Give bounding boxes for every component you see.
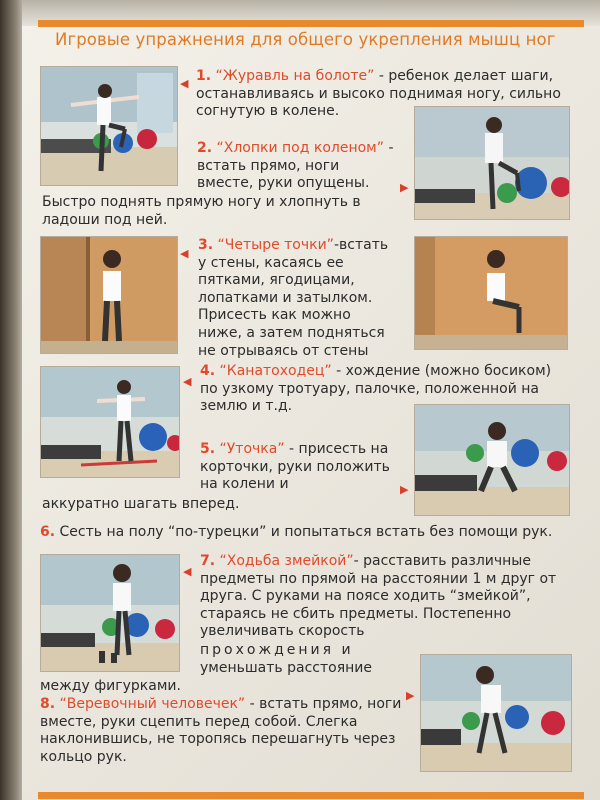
pointer-right-icon-5: ▶: [400, 483, 409, 496]
photo-tightrope: [40, 366, 180, 478]
exercise-7-text: [200, 553, 570, 641]
exercise-2-continuation: Быстро поднять прямую ногу и хлопнуть в ладоши под ней.: [42, 194, 361, 228]
exercise-5-number: 5.: [200, 441, 216, 457]
exercise-3-number: 3.: [198, 237, 214, 253]
exercise-7-name: “Ходьба змейкой”: [219, 553, 354, 569]
exercise-2-text: [197, 140, 399, 193]
exercise-5-name: “Уточка”: [219, 441, 285, 457]
page-title: Игровые упражнения для общего укрепления мышц ног: [55, 30, 556, 49]
exercise-8-description: - встать прямо, ноги вместе, руки сцепить перед собой. Слегка наклонившись, не торопясь перешагнуть через кольцо рук.: [40, 696, 402, 765]
photo-wall-squat: [414, 236, 568, 350]
exercise-5-description: - присесть на корточки, руки положить на колени и: [200, 441, 390, 493]
exercise-2-number: 2.: [197, 140, 213, 156]
exercise-2-description: - встать прямо, ноги вместе, руки опущены.: [197, 140, 394, 192]
exercise-4-name: “Канатоходец”: [219, 363, 332, 379]
exercise-7-number: 7.: [200, 553, 216, 569]
exercise-4-number: 4.: [200, 363, 216, 379]
exercise-5-continuation: аккуратно шагать вперед.: [42, 496, 240, 512]
photo-crane: [40, 66, 178, 186]
exercise-7-line-3: уменьшать расстояние: [200, 660, 372, 676]
pointer-right-icon-2: ▶: [400, 181, 409, 194]
photo-knee-clap: [414, 106, 570, 220]
exercise-1-number: 1.: [196, 68, 212, 84]
exercise-1-name: “Журавль на болоте”: [215, 68, 375, 84]
top-orange-rule: [38, 20, 584, 27]
exercise-3-text: [198, 237, 398, 360]
pointer-left-icon-3: ◀: [180, 247, 189, 260]
pointer-right-icon-8: ▶: [406, 689, 415, 702]
exercise-3-description: -встать у стены, касаясь ее пятками, ягодицами, лопатками и затылком. Присесть как можно ниже, а затем подняться не отрываясь от стены: [198, 237, 389, 359]
bottom-orange-rule: [38, 792, 584, 799]
exercise-8-text: [40, 696, 402, 766]
photo-wall-standing: [40, 236, 178, 354]
pointer-left-icon-4: ◀: [183, 375, 192, 388]
exercise-7-line-4: между фигурками.: [40, 678, 181, 694]
photo-rope-man: [420, 654, 572, 772]
exercise-8-name: “Веревочный человечек”: [59, 696, 246, 712]
pointer-left-icon-1: ◀: [180, 77, 189, 90]
exercise-3-name: “Четыре точки”: [217, 237, 334, 253]
exercise-5-text: [200, 441, 400, 494]
pointer-left-icon-7: ◀: [183, 565, 192, 578]
exercise-7-description: - расставить различные предметы по прямой на расстоянии 1 м друг от друга. С руками на поясе ходить “змейкой”, стараясь не сбить предметы. Постепенно увеличивать скорость: [200, 553, 557, 640]
exercise-6-description: Сесть на полу “по-турецки” и попытаться встать без помощи рук.: [55, 524, 553, 540]
exercise-8-number: 8.: [40, 696, 56, 712]
photo-snake-walk: [40, 554, 180, 672]
exercise-6-text: [40, 524, 580, 542]
exercise-7-spaced-line: прохождения и: [200, 642, 354, 658]
exercise-1-description: - ребенок делает шаги, останавливаясь и высоко поднимая ногу, сильно согнутую в колене.: [196, 68, 561, 120]
exercise-6-number: 6.: [40, 524, 56, 540]
photo-duck-walk: [414, 404, 570, 516]
exercise-4-description: - хождение (можно босиком) по узкому тротуару, палочке, положенной на землю и т.д.: [200, 363, 552, 415]
exercise-2-name: “Хлопки под коленом”: [216, 140, 384, 156]
